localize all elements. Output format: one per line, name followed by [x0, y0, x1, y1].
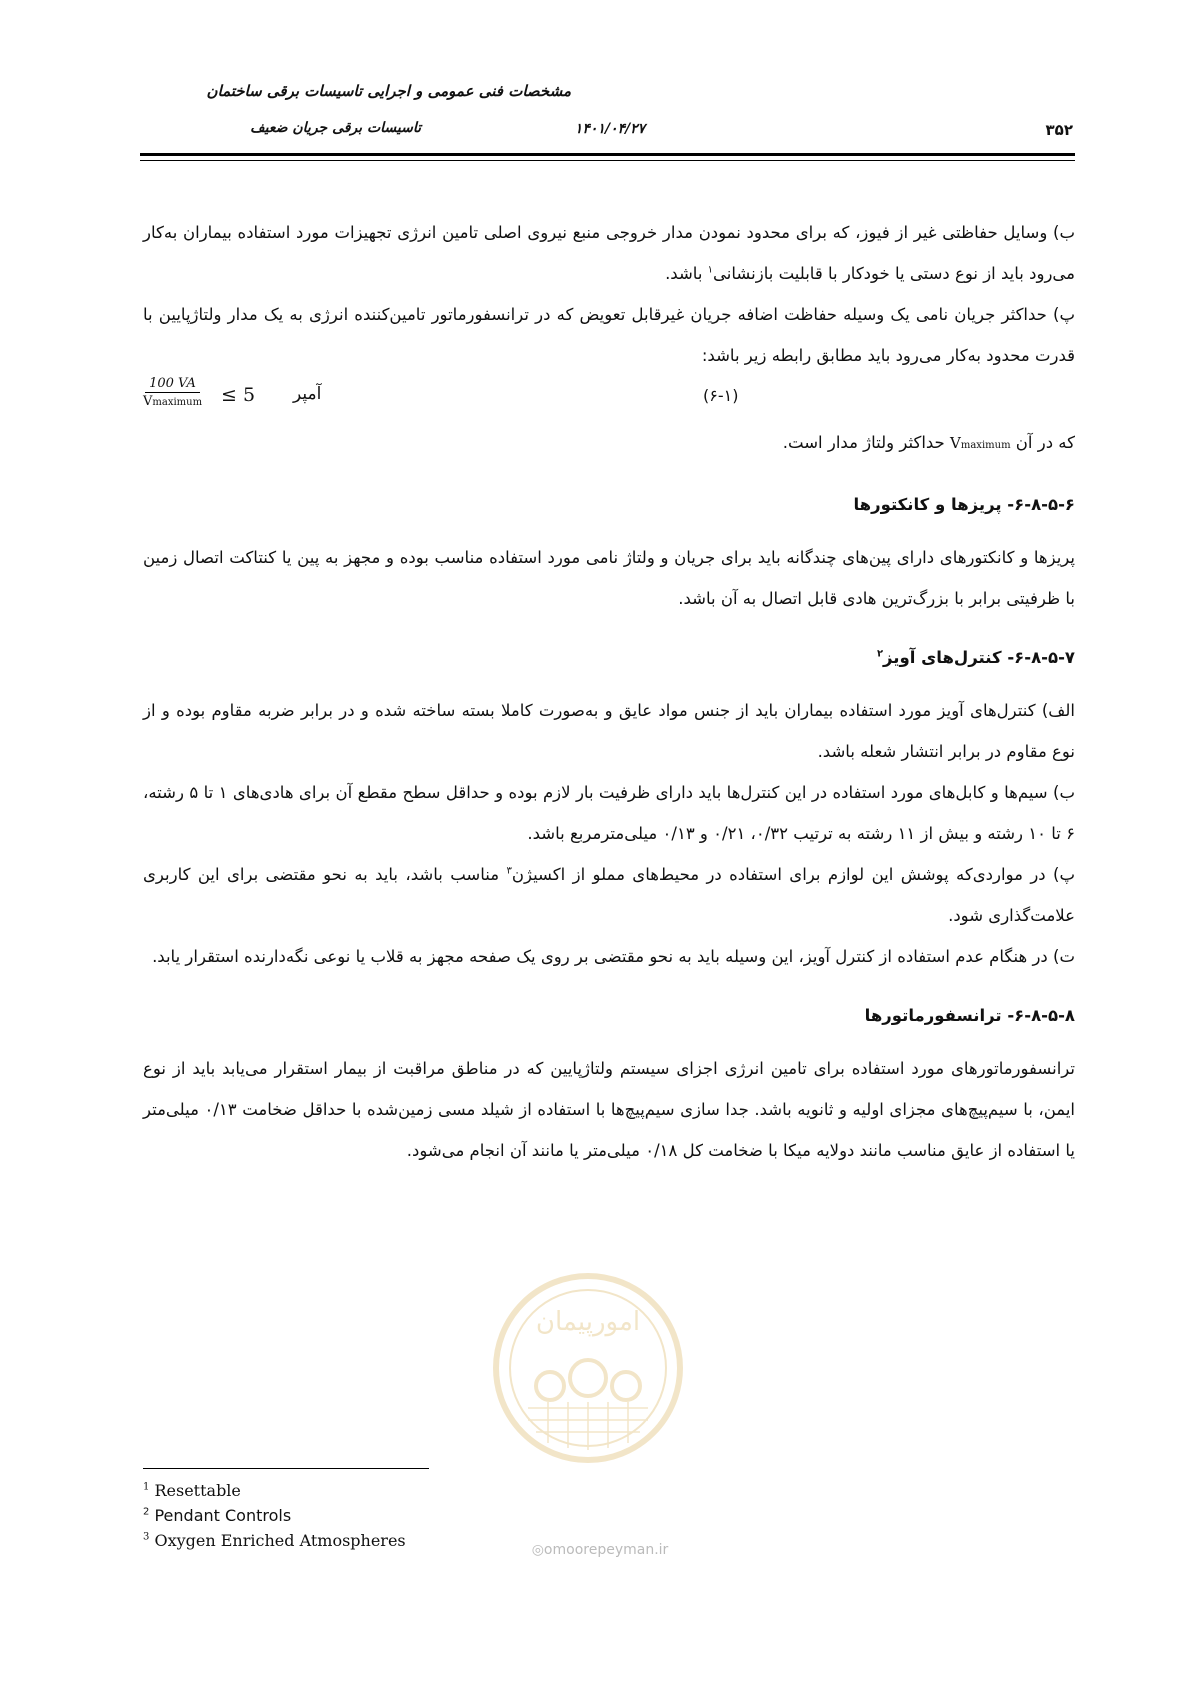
formula-numerator: 100 VA	[145, 376, 200, 393]
paragraph-be: ب) سیم‌ها و کابل‌های مورد استفاده در این کنترل‌ها باید دارای ظرفیت بار لازم بوده و حداقل سطح مقطع آن برای هادی‌های ۱ تا ۵ رشته، ۶ تا ۱۰ رشته و بیش از ۱۱ رشته به ترتیب ۰/۳۲، ۰/۲۱ و ۰/۱۳ میلی‌مترمربع باشد.	[143, 783, 1075, 843]
formula	[143, 376, 1075, 422]
paragraph-text: ب) وسایل حفاظتی غیر از فیوز، که برای محدود نمودن مدار خروجی منبع نیروی اصلی تامین انرژی تجهیزات مورد استفاده بیماران به‌کار می‌رود باید از نوع دستی یا خودکار با قابلیت بازنشانی	[143, 223, 1075, 283]
header-title: مشخصات فنی عمومی و اجرایی تاسیسات برقی ساختمان	[206, 82, 571, 100]
heading-text: ۶-۸-۵-۷- کنترل‌های آویز	[883, 648, 1075, 667]
formula-denominator: Vmaximum	[143, 394, 203, 409]
watermark-url-text: omoorepeyman.ir	[543, 1542, 669, 1558]
paragraph-text: حداکثر ولتاژ مدار است.	[782, 433, 951, 452]
paragraph-text: پ) در مواردی‌که پوشش این لوازم برای استفاده در محیط‌های مملو از اکسیژن	[511, 865, 1075, 884]
paragraph-pe	[143, 854, 1075, 936]
paragraph-alef: الف) کنترل‌های آویز مورد استفاده بیماران باید از جنس مواد عایق و به‌صورت کاملا بسته ساخته شده و در برابر ضربه مقاوم بوده و از نوع مقاوم در برابر انتشار شعله باشد.	[143, 701, 1075, 761]
paragraph-sockets: پریزها و کانکتورهای دارای پین‌های چندگانه باید برای جریان و ولتاژ نامی مورد استفاده مناسب بوده و مجهز به پین یا کنتاکت اتصال زمین با ظرفیتی برابر با بزرگ‌ترین هادی قابل اتصال به آن باشد.	[143, 548, 1075, 608]
equation-number: (۶-۱)	[703, 386, 739, 405]
formula-leq: ≤ 5	[221, 384, 256, 406]
footnote-1	[143, 1478, 543, 1503]
watermark-logo	[488, 1268, 688, 1468]
section-heading-6-8-5-6: ۶-۸-۵-۶- پریزها و کانکتورها	[853, 495, 1075, 514]
paragraph-te: ت) در هنگام عدم استفاده از کنترل آویز، این وسیله باید به نحو مقتضی بر روی یک صفحه مجهز به قلاب یا نوعی نگه‌دارنده استقرار یابد.	[152, 947, 1075, 966]
footnote-ref-3[interactable]: ۳	[506, 865, 512, 877]
spacer	[143, 525, 1075, 537]
footnote-2	[143, 1503, 543, 1528]
formula-subscript: maximum	[152, 397, 203, 408]
spacer	[143, 977, 1075, 995]
formula-unit: آمپر	[293, 384, 322, 404]
footnote-number: 1	[143, 1481, 150, 1493]
header-subtitle: تاسیسات برقی جریان ضعیف	[250, 120, 421, 136]
footnote-ref-1[interactable]: ۱	[707, 264, 714, 276]
watermark-icon: ◎	[531, 1542, 544, 1558]
paragraph-text: مناسب باشد، باید به نحو مقتضی برای این کاربری علامت‌گذاری شود.	[143, 865, 1075, 925]
header-rule-thick	[140, 153, 1075, 156]
formula-fraction	[143, 376, 202, 409]
header-date: ۱۴۰۱/۰۴/۲۷	[574, 121, 646, 137]
paragraph-p: پ) حداکثر جریان نامی یک وسیله حفاظت اضافه جریان غیرقابل تعویض که در ترانسفورماتور تامین‌کننده انرژی به یک مدار ولتاژپایین با قدرت محدود به‌کار می‌رود باید مطابق رابطه زیر باشد:	[143, 305, 1075, 365]
paragraph-b	[143, 212, 1075, 294]
paragraph-text: که در آن	[1010, 433, 1075, 452]
section-heading-6-8-5-7	[143, 637, 1075, 678]
spacer	[143, 678, 1075, 690]
footnote-3	[143, 1528, 543, 1553]
spacer	[143, 466, 1075, 484]
spacer	[143, 619, 1075, 637]
body-text	[143, 212, 1075, 1171]
variable-subscript: maximum	[960, 440, 1011, 451]
watermark-logo-text: امورپیمان	[535, 1307, 641, 1337]
footnote-number: 2	[143, 1506, 150, 1518]
formula-explanation	[143, 422, 1075, 466]
header-rule-thin	[140, 160, 1075, 161]
footnote-text: Oxygen Enriched Atmospheres	[154, 1531, 406, 1550]
footnote-text: Pendant Controls	[154, 1506, 292, 1525]
spacer	[143, 1036, 1075, 1048]
variable-vmax: Vmaximum	[950, 434, 1011, 452]
footnote-text: Resettable	[154, 1481, 241, 1500]
page-number: ۳۵۲	[1045, 121, 1073, 139]
section-heading-6-8-5-8: ۶-۸-۵-۸- ترانسفورماتورها	[864, 1006, 1075, 1025]
footnotes	[143, 1478, 543, 1553]
paragraph-transformers: ترانسفورماتورهای مورد استفاده برای تامین انرژی اجزای سیستم ولتاژپایین که در مناطق مراقبت از بیمار استقرار می‌یابد باید از نوع ایمن، با سیم‌پیچ‌های مجزای اولیه و ثانویه باشد. جدا سازی سیم‌پیچ‌ها با استفاده از شیلد مسی زمین‌شده با حداقل ضخامت ۰/۱۳ میلی‌متر یا استفاده از عایق مناسب مانند دولایه میکا با ضخامت کل ۰/۱۸ میلی‌متر یا مانند آن انجام می‌شود.	[143, 1059, 1075, 1160]
footnote-number: 3	[143, 1531, 150, 1543]
footnote-ref-2[interactable]: ۲	[876, 648, 884, 660]
paragraph-text: باشد.	[665, 264, 708, 283]
footnote-separator	[143, 1468, 429, 1469]
